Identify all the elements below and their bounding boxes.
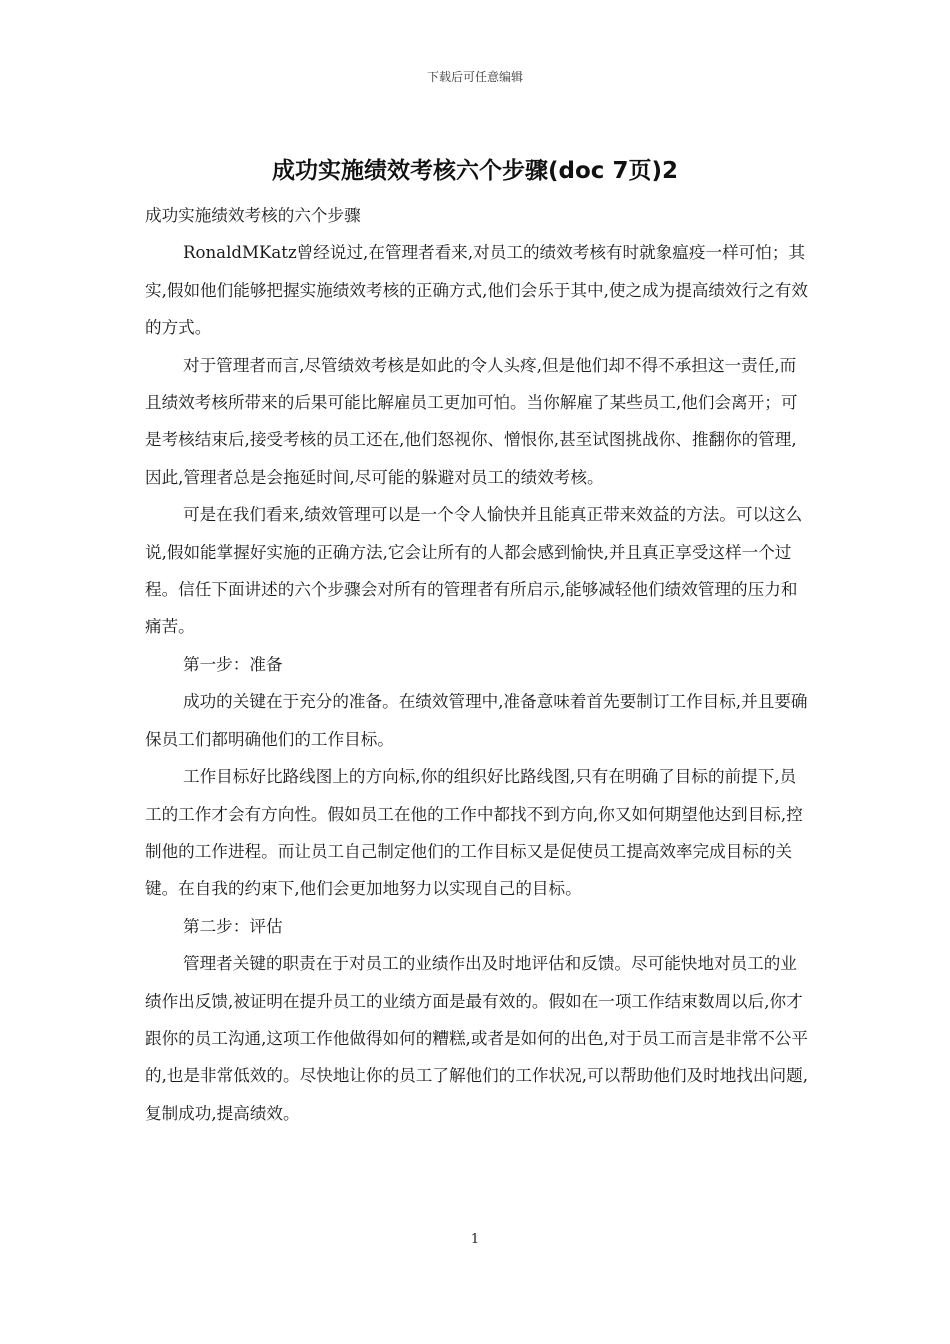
section-heading: 第二步：评估 [183, 916, 283, 936]
body-paragraph: 工作目标好比路线图上的方向标,你的组织好比路线图,只有在明确了目标的前提下,员工的工作才会有方向性。假如员工在他的工作中都找不到方向,你又如何期望他达到目标,控制他的工作进程。而让员工自己制定他们的工作目标又是促使员工提高效率完成目标的关键。在自我的约束下,他们会更加地努力以实现自己的目标。 [145, 767, 803, 899]
body-paragraph: 管理者关键的职责在于对员工的业绩作出及时地评估和反馈。尽可能快地对员工的业绩作出反馈,被证明在提升员工的业绩方面是最有效的。假如在一项工作结束数周以后,你才跟你的员工沟通,这项工作他做得如何的糟糕,或者是如何的出色,对于员工而言是非常不公平的,也是非常低效的。尽快地让你的员工了解他们的工作状况,可以帮助他们及时地找出问题,复制成功,提高绩效。 [145, 954, 808, 1123]
document-body [145, 197, 809, 1132]
body-paragraph: RonaldMKatz曾经说过,在管理者看来,对员工的绩效考核有时就象瘟疫一样可怕；其实,假如他们能够把握实施绩效考核的正确方式,他们会乐于其中,使之成为提高绩效行之有效的方式。 [145, 243, 808, 338]
header-note: 下载后可任意编辑 [426, 70, 523, 84]
body-paragraph: 可是在我们看来,绩效管理可以是一个令人愉快并且能真正带来效益的方法。可以这么说,假如能掌握好实施的正确方法,它会让所有的人都会感到愉快,并且真正享受这样一个过程。信任下面讲述的六个步骤会对所有的管理者有所启示,能够减轻他们绩效管理的压力和痛苦。 [145, 505, 803, 637]
body-paragraph: 成功实施绩效考核的六个步骤 [145, 206, 361, 225]
section-heading: 第一步：准备 [183, 654, 283, 674]
body-paragraph: 成功的关键在于充分的准备。在绩效管理中,准备意味着首先要制订工作目标,并且要确保员工们都明确他们的工作目标。 [145, 692, 808, 749]
page-number: 1 [470, 1232, 480, 1247]
document-title: 成功实施绩效考核六个步骤(doc 7页)2 [272, 158, 678, 184]
body-paragraph: 对于管理者而言,尽管绩效考核是如此的令人头疼,但是他们却不得不承担这一责任,而且绩效考核所带来的后果可能比解雇员工更加可怕。当你解雇了某些员工,他们会离开；可是考核结束后,接受考核的员工还在,他们怒视你、憎恨你,甚至试图挑战你、推翻你的管理,因此,管理者总是会拖延时间,尽可能的躲避对员工的绩效考核。 [145, 355, 798, 487]
